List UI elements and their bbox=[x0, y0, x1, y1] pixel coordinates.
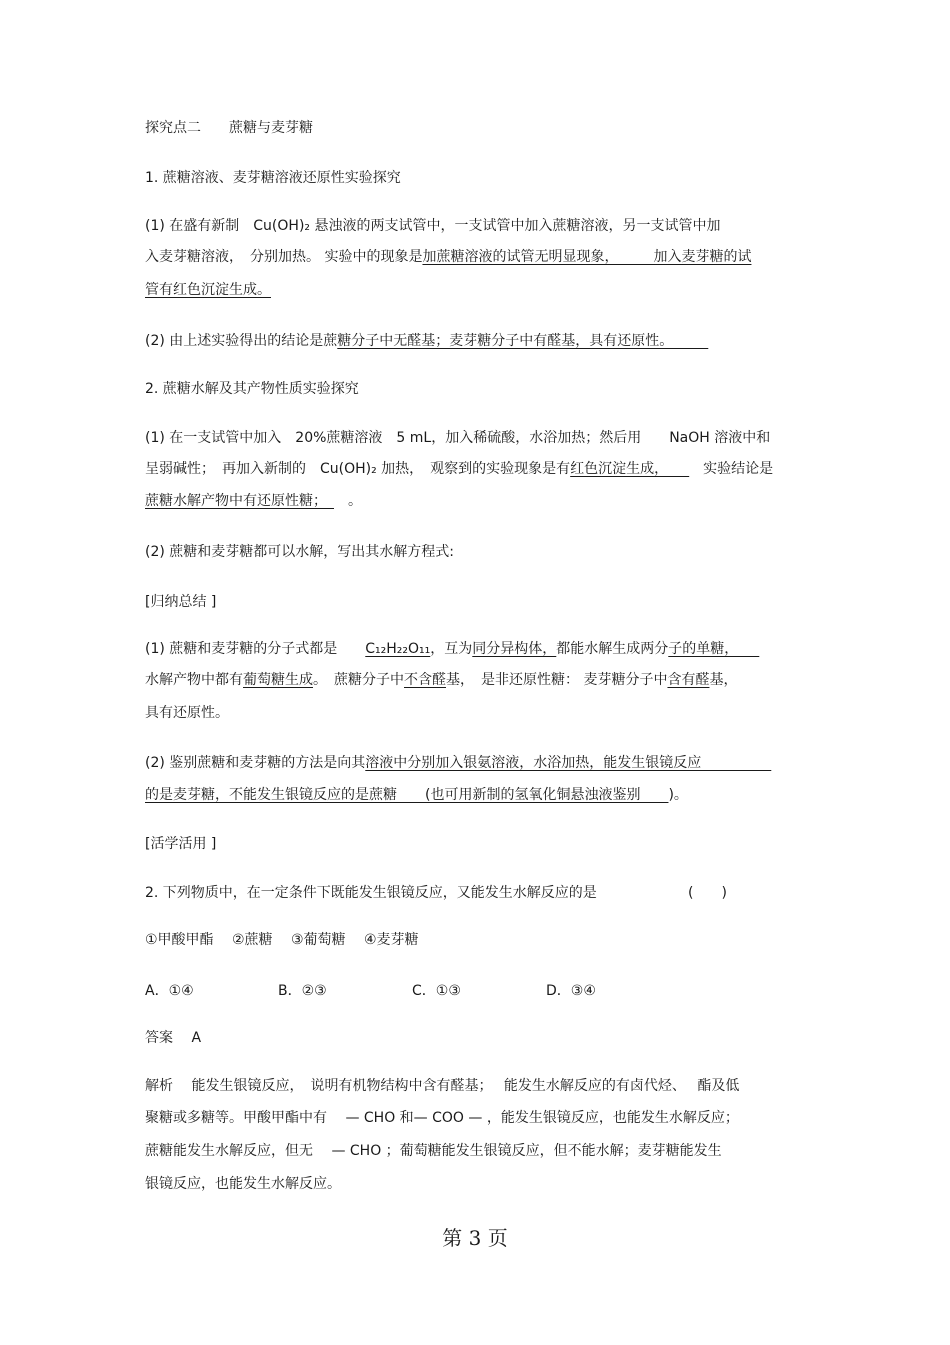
p4-line: (2) 蔗糖和麦芽糖都可以水解，写出其水解方程式: bbox=[145, 544, 454, 560]
s2-line1-text: (2) 鉴别蔗糖和麦芽糖的方法是向其 bbox=[145, 755, 366, 771]
s2-line1-answer: 溶液中分别加入银氨溶液，水浴加热，能发生银镜反应 bbox=[365, 755, 772, 771]
s1-formula: C₁₂H₂₂O₁₁ bbox=[365, 641, 431, 657]
p3-line2-answer: 红色沉淀生成， bbox=[570, 461, 690, 477]
answer-bracket: ( ) bbox=[688, 885, 727, 901]
s1-line1-mid: ，互为 bbox=[430, 641, 473, 657]
s1-line1-text: (1) 蔗糖和麦芽糖的分子式都是 bbox=[145, 641, 366, 657]
p1-line2-text: 入麦芽糖溶液， 分别加热。 实验中的现象是 bbox=[145, 249, 423, 265]
s1-line3: 具有还原性。 bbox=[145, 705, 229, 721]
s1-line2-text: 水解产物中都有 bbox=[145, 672, 243, 688]
section-title: 探究点二 蔗糖与麦芽糖 bbox=[145, 120, 313, 136]
s1-line2-post: 基， bbox=[709, 672, 738, 688]
analysis-line4: 银镜反应，也能发生水解反应。 bbox=[145, 1176, 341, 1192]
p3-line1: (1) 在一支试管中加入 20%蔗糖溶液 5 mL，加入稀硫酸，水浴加热；然后用 NaOH 溶液中和 bbox=[145, 430, 771, 446]
summary-label: [归纳总结 ] bbox=[145, 594, 217, 610]
s1-line2 bbox=[145, 670, 737, 690]
s1-line2-mid: 。 蔗糖分子中 bbox=[313, 672, 404, 688]
s1-line1-mid2: 都能水解生成两分 bbox=[556, 641, 669, 657]
s1-line2-answer3: 含有醛 bbox=[667, 672, 710, 688]
p1-line2-answer: 加蔗糖溶液的试管无明显现象， 加入麦芽糖的试 bbox=[422, 249, 752, 265]
s2-line2-answer: 的是麦芽糖，不能发生银镜反应的是蔗糖 (也可用新制的氢氧化铜悬浊液鉴别 bbox=[145, 787, 669, 803]
s2-line2-post: )。 bbox=[668, 787, 688, 803]
s1-line2-mid2: 基， 是非还原性糖： 麦芽糖分子中 bbox=[446, 672, 668, 688]
s1-line1 bbox=[145, 639, 759, 659]
p3-line2 bbox=[145, 459, 773, 479]
p3-line2-text: 呈弱碱性； 再加入新制的 Cu(OH)₂ 加热， 观察到的实验现象是有 bbox=[145, 461, 571, 477]
option-d: D．③④ bbox=[546, 983, 596, 999]
s1-line2-answer2: 不含醛 bbox=[404, 672, 446, 688]
s1-line2-answer: 葡萄糖生成 bbox=[243, 672, 313, 688]
option-a: A．①④ bbox=[145, 983, 194, 999]
item2-heading: 2. 蔗糖水解及其产物性质实验探究 bbox=[145, 381, 359, 397]
analysis-line2: 聚糖或多糖等。甲酸甲酯中有 — CHO 和— COO — ，能发生银镜反应，也能发生水解反应； bbox=[145, 1110, 739, 1126]
p2-answer: 糖分子中无醛基；麦芽糖分子中有醛基，具有还原性。 bbox=[337, 333, 709, 349]
p3-line3-answer: 蔗糖水解产物中有还原性糖； bbox=[145, 493, 334, 509]
p1-line2 bbox=[145, 247, 751, 267]
practice-label: [活学活用 ] bbox=[145, 836, 217, 852]
p1-line1: (1) 在盛有新制 Cu(OH)₂ 悬浊液的两支试管中，一支试管中加入蔗糖溶液，另一支试管中加 bbox=[145, 218, 721, 234]
s2-line2 bbox=[145, 785, 688, 805]
s1-line1-answer: 同分异构体， bbox=[472, 641, 557, 657]
option-b: B．②③ bbox=[278, 983, 327, 999]
question-stem: 2. 下列物质中，在一定条件下既能发生银镜反应，又能发生水解反应的是 bbox=[145, 885, 597, 901]
analysis-line3: 蔗糖能发生水解反应，但无 — CHO ；葡萄糖能发生银镜反应，但不能水解；麦芽糖能发生 bbox=[145, 1143, 722, 1159]
p1-line3 bbox=[145, 280, 271, 300]
p1-line3-answer: 管有红色沉淀生成。 bbox=[145, 282, 271, 298]
page-number: 第 3 页 bbox=[442, 1226, 508, 1250]
p2-text: (2) 由上述实验得出的结论是蔗 bbox=[145, 333, 338, 349]
p3-line3 bbox=[145, 491, 362, 511]
option-c: C．①③ bbox=[412, 983, 461, 999]
p3-line2-post: 实验结论是 bbox=[689, 461, 774, 477]
s2-line1 bbox=[145, 753, 771, 773]
p2-line bbox=[145, 331, 708, 351]
answer-line: 答案 A bbox=[145, 1030, 202, 1046]
p3-line3-post: 。 bbox=[334, 493, 362, 509]
question-items: ①甲酸甲酯 ②蔗糖 ③葡萄糖 ④麦芽糖 bbox=[145, 932, 419, 948]
analysis-line1: 解析 能发生银镜反应， 说明有机物结构中含有醛基； 能发生水解反应的有卤代烃、 酯及低 bbox=[145, 1078, 740, 1094]
s1-line1-answer2: 子的单糖， bbox=[668, 641, 760, 657]
item1-heading: 1. 蔗糖溶液、麦芽糖溶液还原性实验探究 bbox=[145, 170, 401, 186]
